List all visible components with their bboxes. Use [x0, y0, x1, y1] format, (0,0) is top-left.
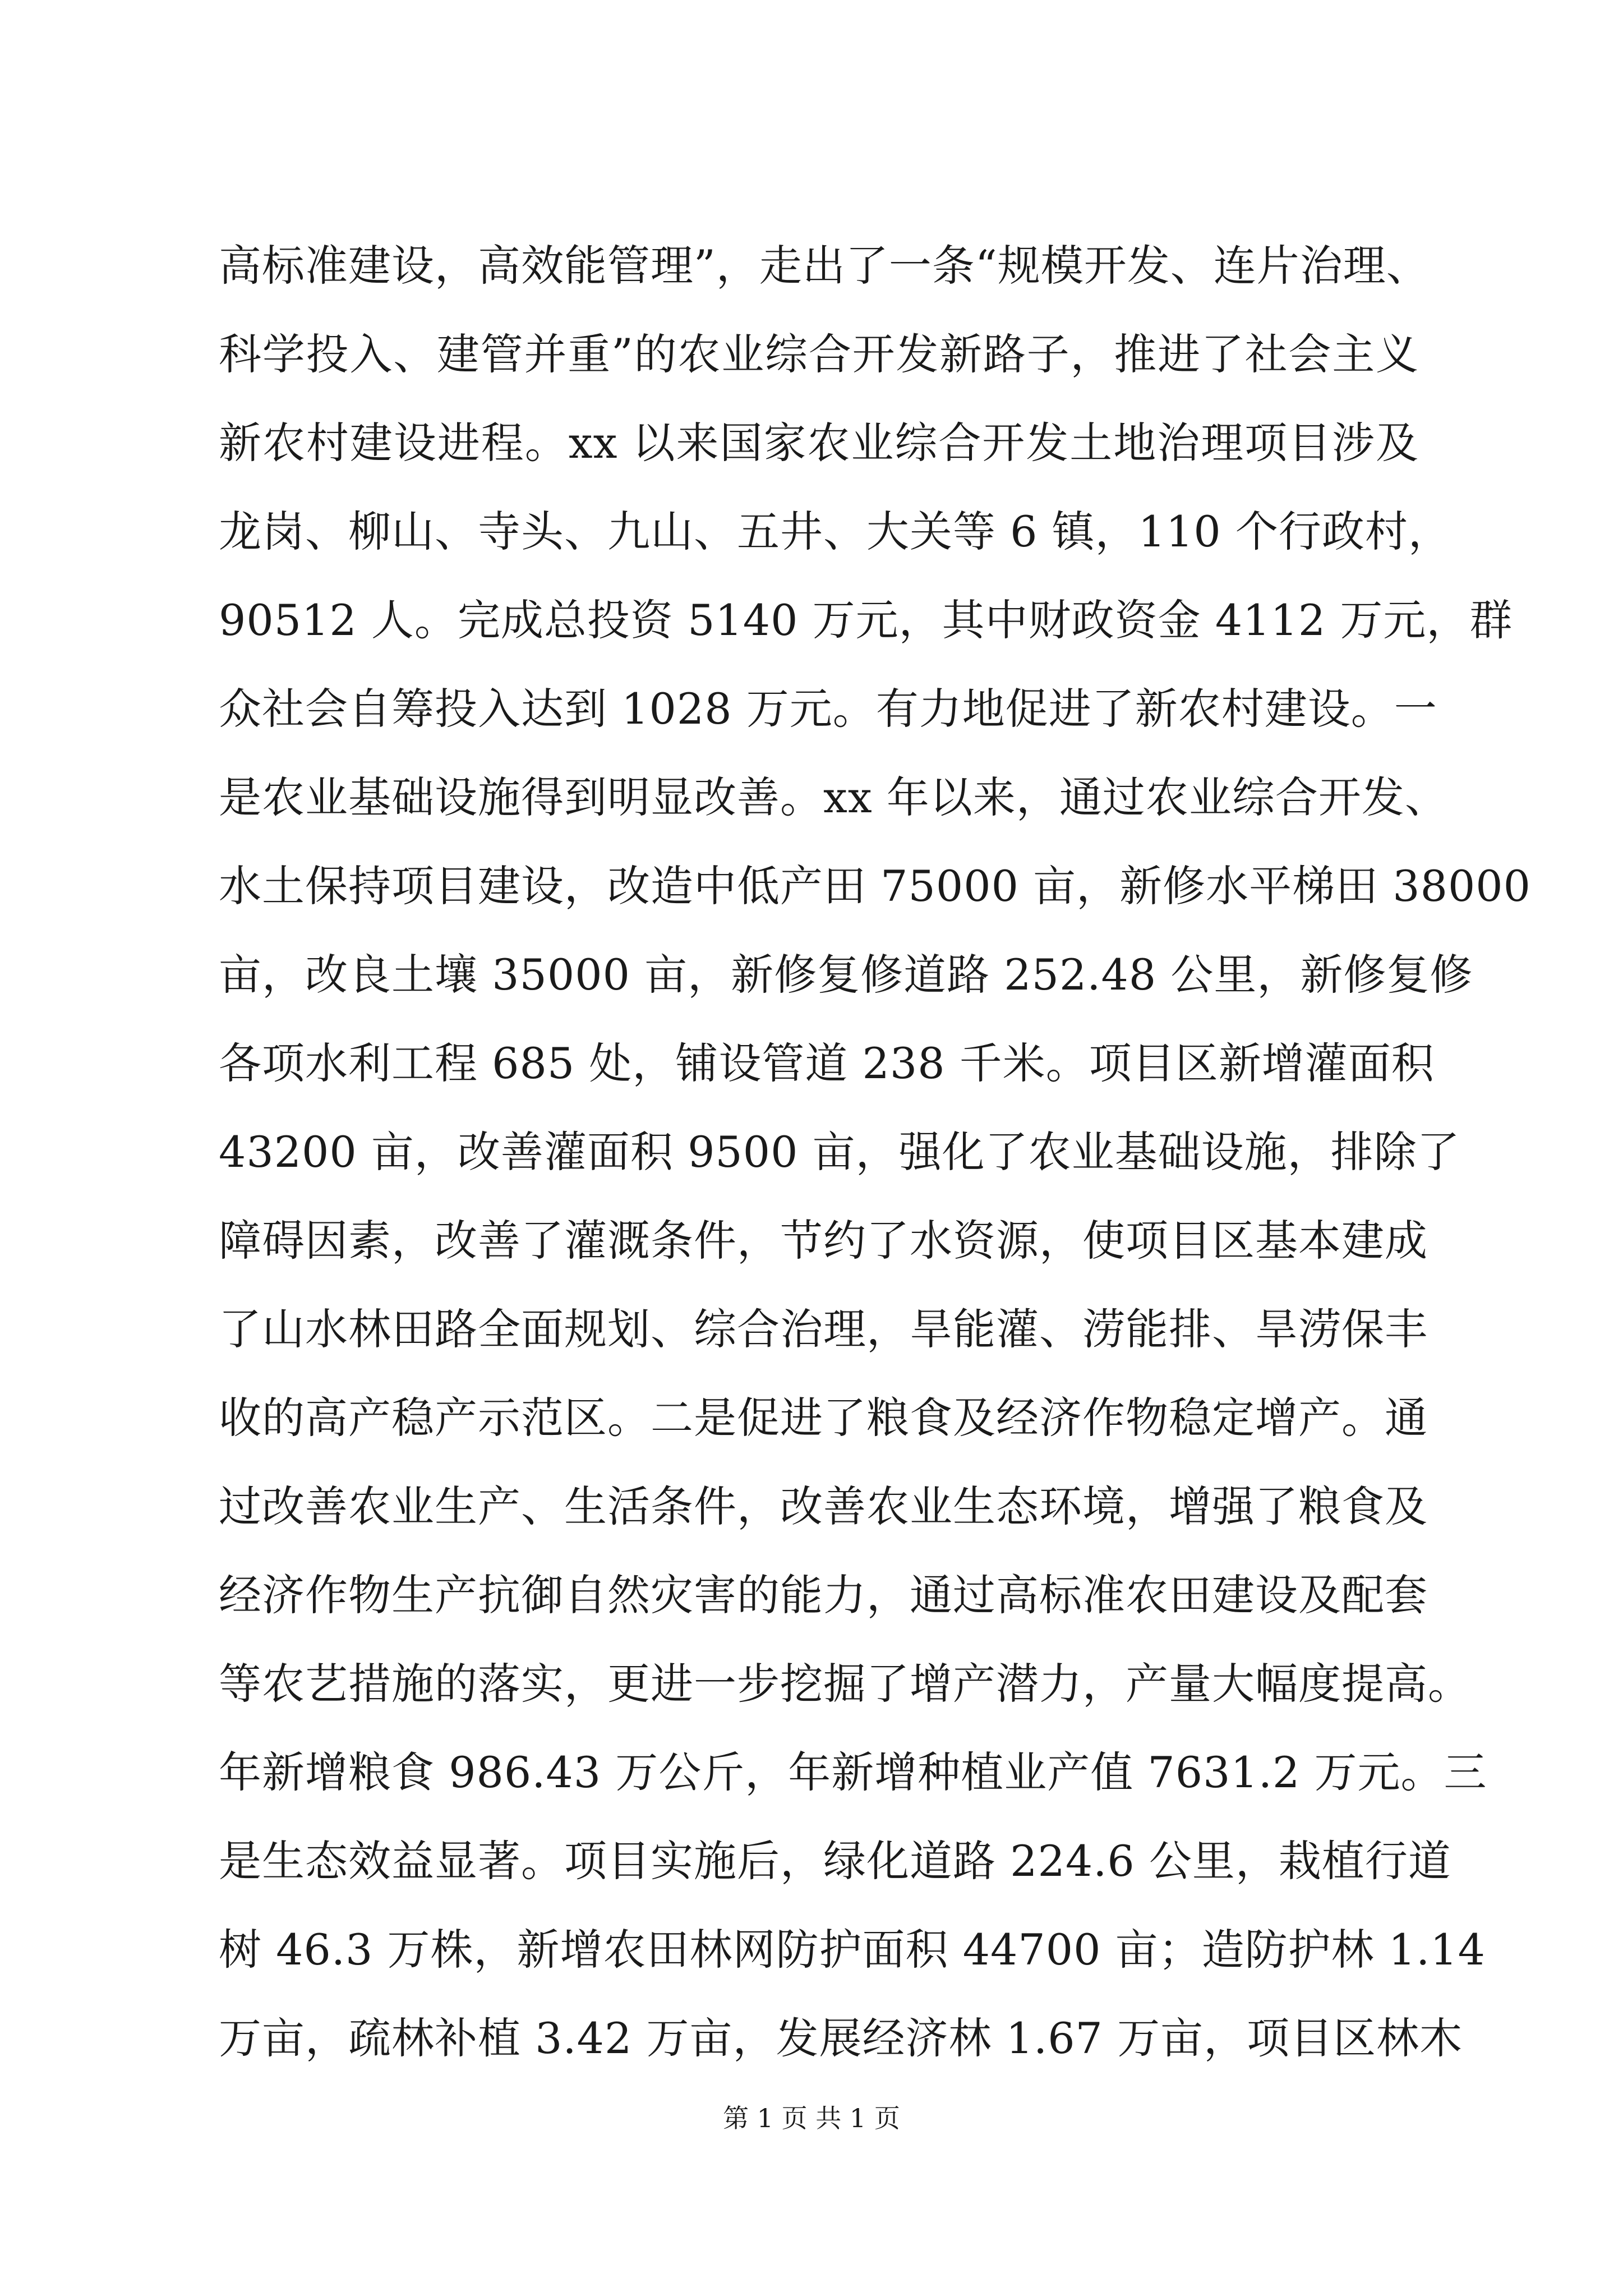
page-footer: 第 1 页 共 1 页: [723, 2103, 900, 2133]
text-line: 万亩，疏林补植 3.42 万亩，发展经济林 1.67 万亩，项目区林木: [219, 2013, 1463, 2063]
text-line: 经济作物生产抗御自然灾害的能力，通过高标准农田建设及配套: [219, 1570, 1428, 1620]
text-line: 是生态效益显著。项目实施后，绿化道路 224.6 公里，栽植行道: [219, 1836, 1451, 1886]
text-line: 收的高产稳产示范区。二是促进了粮食及经济作物稳定增产。通: [219, 1393, 1428, 1443]
text-line: 高标准建设，高效能管理”，走出了一条“规模开发、连片治理、: [219, 241, 1430, 291]
text-line: 了山水林田路全面规划、综合治理，旱能灌、涝能排、旱涝保丰: [219, 1304, 1428, 1354]
text-line: 树 46.3 万株，新增农田林网防护面积 44700 亩；造防护林 1.14: [219, 1925, 1486, 1975]
text-line: 水土保持项目建设，改造中低产田 75000 亩，新修水平梯田 38000: [219, 861, 1532, 911]
text-line: 过改善农业生产、生活条件，改善农业生态环境，增强了粮食及: [219, 1481, 1428, 1531]
text-line: 各项水利工程 685 处，铺设管道 238 千米。项目区新增灌面积: [219, 1038, 1435, 1088]
text-line: 众社会自筹投入达到 1028 万元。有力地促进了新农村建设。一: [219, 684, 1437, 734]
text-line: 龙岗、柳山、寺头、九山、五井、大关等 6 镇，110 个行政村，: [219, 507, 1451, 556]
text-line: 90512 人。完成总投资 5140 万元，其中财政资金 4112 万元，群: [219, 595, 1513, 645]
text-line: 科学投入、建管并重”的农业综合开发新路子，推进了社会主义: [219, 329, 1419, 379]
body-text: [219, 222, 1532, 2083]
text-line: 障碍因素，改善了灌溉条件，节约了水资源，使项目区基本建成: [219, 1216, 1428, 1266]
text-line: 年新增粮食 986.43 万公斤，年新增种植业产值 7631.2 万元。三: [219, 1747, 1487, 1797]
text-line: 新农村建设进程。xx 以来国家农业综合开发土地治理项目涉及: [219, 418, 1419, 468]
text-line: 43200 亩，改善灌面积 9500 亩，强化了农业基础设施，排除了: [219, 1127, 1460, 1177]
text-line: 是农业基础设施得到明显改善。xx 年以来，通过农业综合开发、: [219, 772, 1448, 822]
text-line: 亩，改良土壤 35000 亩，新修复修道路 252.48 公里，新修复修: [219, 950, 1473, 1000]
text-line: 等农艺措施的落实，更进一步挖掘了增产潜力，产量大幅度提高。: [219, 1659, 1471, 1709]
